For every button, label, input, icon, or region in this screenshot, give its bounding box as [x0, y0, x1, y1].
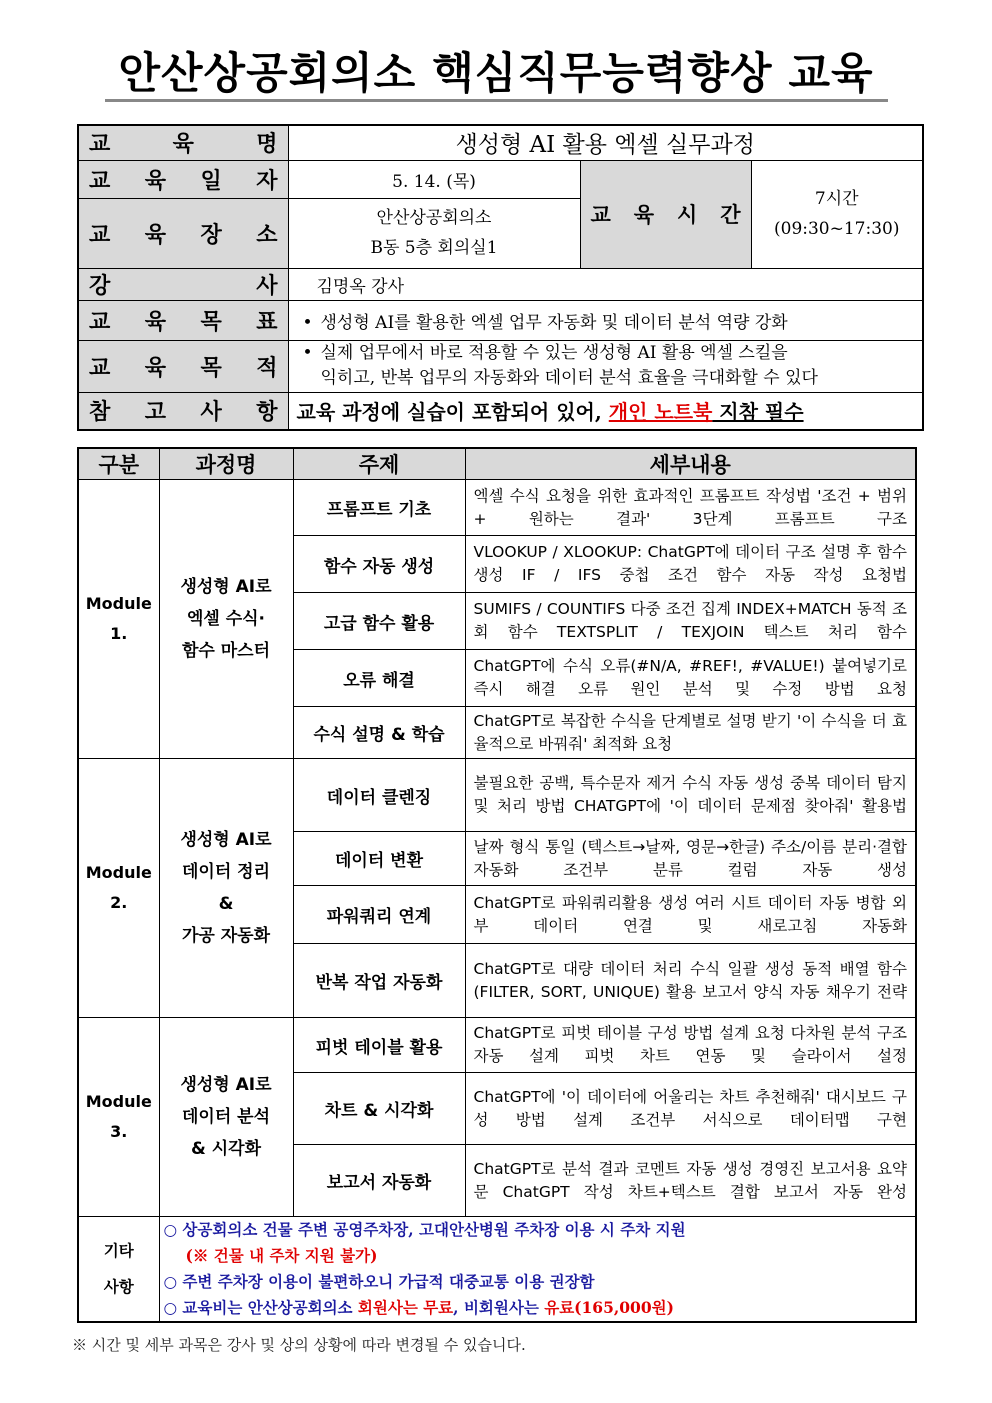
- module-text: Module: [85, 1092, 152, 1111]
- schedule-table: [77, 447, 917, 1323]
- module-2-course: [159, 759, 293, 1018]
- course-name-value: 생성형 AI 활용 엑셀 실무과정: [288, 125, 923, 160]
- course-line: 가공 자동화: [181, 926, 271, 946]
- purpose-line-2: 익히고, 반복 업무의 자동화와 데이터 분석 효율을 극대화할 수 있다: [320, 368, 818, 388]
- module-1-label: [78, 480, 159, 759]
- etc-label: [78, 1217, 159, 1323]
- date-label: 교 육 일 자: [78, 160, 288, 198]
- course-line: 데이터 정리: [181, 862, 271, 882]
- purpose-line-1: 실제 업무에서 바로 적용할 수 있는 생성형 AI 활용 엑셀 스킬을: [320, 343, 788, 363]
- course-line: 생성형 AI로: [180, 577, 272, 597]
- detail-cell: ChatGPT로 분석 결과 코멘트 자동 생성 경영진 보고서용 요약문 ChatGPT 작성 차트+텍스트 결합 보고서 자동 완성: [465, 1145, 916, 1217]
- etc-note-parking: ○ 상공회의소 건물 주변 공영주차장, 고대안산병원 주차장 이용 시 주차 지원: [163, 1220, 686, 1239]
- reference-value: [288, 392, 923, 430]
- fee-member: 회원사는 무료: [357, 1298, 454, 1317]
- course-line: 생성형 AI로: [180, 830, 272, 850]
- fee-text: , 비회원사는: [453, 1298, 545, 1317]
- place-line-2: B동 5층 회의실1: [370, 238, 498, 258]
- detail-cell: ChatGPT에 '이 데이터에 어울리는 차트 추천해줘' 대시보드 구성 방법 설계 조건부 서식으로 데이터맵 구현: [465, 1073, 916, 1145]
- header-topic: 주제: [293, 448, 465, 480]
- topic-cell: 데이터 변환: [293, 832, 465, 886]
- module-number: 1.: [110, 624, 128, 643]
- instructor-value: 김명옥 강사: [288, 268, 923, 300]
- time-hours: 7시간: [814, 189, 859, 209]
- bullet-icon: •: [302, 343, 313, 363]
- detail-cell: ChatGPT로 복잡한 수식을 단계별로 설명 받기 '이 수식을 더 효율적으로 바꿔줘' 최적화 요청: [465, 707, 916, 759]
- title-underline: [105, 99, 888, 102]
- time-range: (09:30~17:30): [774, 219, 900, 239]
- footnote: ※ 시간 및 세부 과목은 강사 및 상의 상황에 따라 변경될 수 있습니다.: [72, 1336, 526, 1354]
- goal-value: [288, 300, 923, 340]
- detail-cell: 엑셀 수식 요청을 위한 효과적인 프롬프트 작성법 '조건 + 범위 + 원하는 결과' 3단계 프롬프트 구조: [465, 480, 916, 536]
- reference-text-end: 지참 필수: [712, 400, 804, 425]
- reference-text: 교육 과정에 실습이 포함되어 있어,: [296, 400, 609, 425]
- detail-cell: ChatGPT로 대량 데이터 처리 수식 일괄 생성 동적 배열 함수(FILTER, SORT, UNIQUE) 활용 보고서 양식 자동 채우기 전략: [465, 944, 916, 1018]
- place-value: [288, 198, 580, 268]
- goal-text: 생성형 AI를 활용한 엑셀 업무 자동화 및 데이터 분석 역량 강화: [320, 312, 788, 333]
- topic-cell: 오류 해결: [293, 650, 465, 707]
- topic-cell: 피벗 테이블 활용: [293, 1018, 465, 1073]
- module-2-label: [78, 759, 159, 1018]
- module-3-course: [159, 1018, 293, 1217]
- course-name-label: 교 육 명: [78, 125, 288, 160]
- fee-nonmember: 유료(165,000원): [544, 1298, 674, 1317]
- instructor-label: 강 사: [78, 268, 288, 300]
- topic-cell: 반복 작업 자동화: [293, 944, 465, 1018]
- place-label: 교 육 장 소: [78, 198, 288, 268]
- detail-cell: SUMIFS / COUNTIFS 다중 조건 집계 INDEX+MATCH 동적 조회 함수 TEXTSPLIT / TEXJOIN 텍스트 처리 함수: [465, 593, 916, 650]
- topic-cell: 데이터 클렌징: [293, 759, 465, 832]
- time-value: [751, 160, 923, 268]
- topic-cell: 고급 함수 활용: [293, 593, 465, 650]
- purpose-label: 교 육 목 적: [78, 340, 288, 392]
- detail-cell: ChatGPT로 피벗 테이블 구성 방법 설계 요청 다차원 분석 구조 자동 설계 피벗 차트 연동 및 슬라이서 설정: [465, 1018, 916, 1073]
- module-number: 3.: [110, 1122, 128, 1141]
- topic-cell: 보고서 자동화: [293, 1145, 465, 1217]
- course-line: 생성형 AI로: [180, 1075, 272, 1095]
- etc-note-fee: [164, 1295, 916, 1321]
- topic-cell: 함수 자동 생성: [293, 536, 465, 593]
- reference-label: 참 고 사 항: [78, 392, 288, 430]
- detail-cell: 날짜 형식 통일 (텍스트→날짜, 영문→한글) 주소/이름 분리·결합 자동화 조건부 분류 컬럼 자동 생성: [465, 832, 916, 886]
- goal-label: 교 육 목 표: [78, 300, 288, 340]
- header-course: 과정명: [159, 448, 293, 480]
- module-text: Module: [85, 863, 152, 882]
- course-line: 함수 마스터: [181, 641, 271, 661]
- page-title: 안산상공회의소 핵심직무능력향상 교육: [118, 49, 874, 99]
- course-line: &: [218, 894, 234, 914]
- etc-notes: [159, 1217, 916, 1323]
- time-label: 교 육 시 간: [580, 160, 751, 268]
- detail-cell: 불필요한 공백, 특수문자 제거 수식 자동 생성 중복 데이터 탐지 및 처리 방법 CHATGPT에 '이 데이터 문제점 찾아줘' 활용법: [465, 759, 916, 832]
- etc-label-line: 기타: [103, 1242, 134, 1260]
- header-division: 구분: [78, 448, 159, 480]
- module-number: 2.: [110, 893, 128, 912]
- fee-text: ○ 교육비는 안산상공회의소: [163, 1298, 358, 1317]
- etc-note-transit: ○ 주변 주차장 이용이 불편하오니 가급적 대중교통 이용 권장함: [163, 1272, 595, 1291]
- course-line: 데이터 분석: [181, 1107, 271, 1127]
- purpose-value: [288, 340, 923, 392]
- date-value: 5. 14. (목): [288, 160, 580, 198]
- reference-highlight: 개인 노트북: [608, 400, 713, 425]
- topic-cell: 차트 & 시각화: [293, 1073, 465, 1145]
- header-detail: 세부내용: [465, 448, 916, 480]
- topic-cell: 파워쿼리 연계: [293, 886, 465, 944]
- etc-note-parking-sub: (※ 건물 내 주차 지원 불가): [185, 1246, 378, 1265]
- course-info-table: [77, 124, 924, 431]
- module-3-label: [78, 1018, 159, 1217]
- topic-cell: 프롬프트 기초: [293, 480, 465, 536]
- place-line-1: 안산상공회의소: [376, 208, 492, 228]
- topic-cell: 수식 설명 & 학습: [293, 707, 465, 759]
- course-line: & 시각화: [190, 1139, 261, 1159]
- detail-cell: ChatGPT로 파워쿼리활용 생성 여러 시트 데이터 자동 병합 외부 데이터 연결 및 새로고침 자동화: [465, 886, 916, 944]
- detail-cell: ChatGPT에 수식 오류(#N/A, #REF!, #VALUE!) 붙여넣기로 즉시 해결 오류 원인 분석 및 수정 방법 요청: [465, 650, 916, 707]
- bullet-icon: •: [302, 312, 313, 333]
- detail-cell: VLOOKUP / XLOOKUP: ChatGPT에 데이터 구조 설명 후 함수 생성 IF / IFS 중첩 조건 함수 자동 작성 요청법: [465, 536, 916, 593]
- module-1-course: [159, 480, 293, 759]
- course-line: 엑셀 수식·: [186, 609, 266, 629]
- module-text: Module: [85, 594, 152, 613]
- etc-label-line: 사항: [103, 1278, 134, 1296]
